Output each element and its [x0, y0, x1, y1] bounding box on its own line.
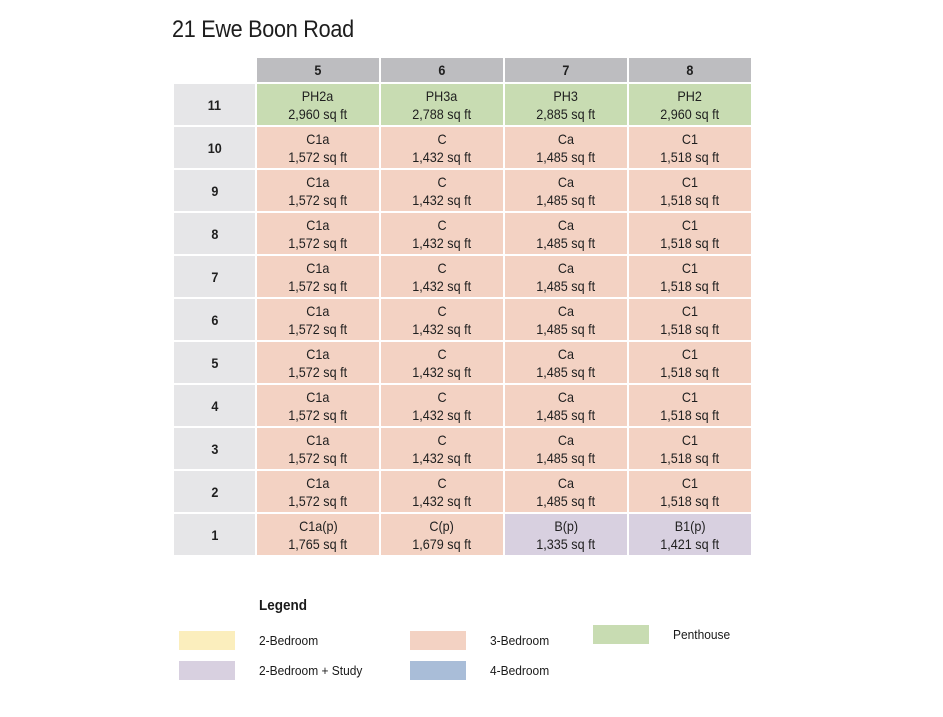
- unit-type: C1: [681, 173, 699, 190]
- unit-type: Ca: [557, 130, 575, 147]
- unit-type: PH2: [677, 87, 703, 104]
- legend-item-2-bedroom: [179, 631, 323, 650]
- unit-area: 1,572 sq ft: [288, 363, 348, 380]
- unit-area: 1,485 sq ft: [536, 492, 596, 509]
- unit-type: C(p): [429, 517, 455, 534]
- unit-type: C1a: [306, 302, 330, 319]
- floor-label: [174, 299, 255, 340]
- floor-number: 5: [210, 354, 219, 371]
- unit-type: C1a: [306, 474, 330, 491]
- unit-area: 1,518 sq ft: [660, 148, 720, 165]
- unit-cell: [257, 471, 379, 512]
- unit-cell: [257, 170, 379, 211]
- unit-cell: [505, 84, 627, 125]
- unit-area: 1,518 sq ft: [660, 320, 720, 337]
- unit-type: C1: [681, 259, 699, 276]
- unit-area: 2,788 sq ft: [412, 105, 472, 122]
- unit-type: PH3: [553, 87, 579, 104]
- unit-type: C: [437, 345, 447, 362]
- floor-label: [174, 170, 255, 211]
- floor-number: 10: [207, 139, 222, 156]
- unit-area: 1,572 sq ft: [288, 449, 348, 466]
- unit-area: 1,765 sq ft: [288, 535, 348, 552]
- unit-cell: [505, 299, 627, 340]
- unit-area: 1,679 sq ft: [412, 535, 472, 552]
- unit-type: C1: [681, 345, 699, 362]
- unit-type: C1: [681, 431, 699, 448]
- legend-label: 2-Bedroom + Study: [259, 663, 363, 678]
- legend-swatch-2-bedroom-study: [179, 661, 235, 680]
- unit-area: 1,421 sq ft: [660, 535, 720, 552]
- unit-area: 1,572 sq ft: [288, 148, 348, 165]
- unit-cell: [381, 385, 503, 426]
- unit-area: 1,432 sq ft: [412, 449, 472, 466]
- unit-area: 1,432 sq ft: [412, 148, 472, 165]
- unit-type: Ca: [557, 431, 575, 448]
- unit-type: C: [437, 302, 447, 319]
- column-header-label: 6: [438, 62, 446, 78]
- legend-label: 3-Bedroom: [490, 633, 550, 648]
- unit-cell: [505, 514, 627, 555]
- unit-cell: [505, 170, 627, 211]
- unit-cell: [257, 213, 379, 254]
- unit-type: Ca: [557, 474, 575, 491]
- unit-cell: [381, 342, 503, 383]
- unit-cell: [381, 471, 503, 512]
- floor-number: 4: [210, 397, 219, 414]
- floor-label: [174, 385, 255, 426]
- unit-area: 1,432 sq ft: [412, 406, 472, 423]
- unit-area: 1,518 sq ft: [660, 191, 720, 208]
- unit-area: 2,885 sq ft: [536, 105, 596, 122]
- unit-area: 1,518 sq ft: [660, 406, 720, 423]
- unit-area: 1,518 sq ft: [660, 234, 720, 251]
- unit-area: 1,432 sq ft: [412, 277, 472, 294]
- unit-cell: [381, 84, 503, 125]
- unit-type: C1a: [306, 130, 330, 147]
- unit-cell: [257, 256, 379, 297]
- unit-area: 1,518 sq ft: [660, 363, 720, 380]
- floor-label: [174, 428, 255, 469]
- unit-cell: [257, 84, 379, 125]
- floor-number: 9: [210, 182, 219, 199]
- floor-label: [174, 127, 255, 168]
- unit-table: [174, 58, 751, 555]
- column-header: [257, 58, 379, 82]
- unit-area: 1,518 sq ft: [660, 449, 720, 466]
- table-corner: [174, 58, 255, 82]
- floor-number: 6: [210, 311, 219, 328]
- unit-area: 1,572 sq ft: [288, 191, 348, 208]
- floor-label: [174, 213, 255, 254]
- unit-area: 1,572 sq ft: [288, 406, 348, 423]
- unit-cell: [629, 256, 751, 297]
- unit-cell: [381, 213, 503, 254]
- unit-type: B(p): [554, 517, 578, 534]
- unit-cell: [381, 127, 503, 168]
- unit-area: 1,485 sq ft: [536, 277, 596, 294]
- unit-type: C1: [681, 302, 699, 319]
- floor-number: 1: [210, 526, 219, 543]
- unit-cell: [505, 385, 627, 426]
- floor-label: [174, 514, 255, 555]
- legend-swatch-4-bedroom: [410, 661, 466, 680]
- unit-cell: [629, 514, 751, 555]
- floor-number: 2: [210, 483, 219, 500]
- floor-label: [174, 471, 255, 512]
- unit-type: C1: [681, 130, 699, 147]
- floor-number: 11: [207, 96, 222, 113]
- floor-number: 3: [210, 440, 219, 457]
- unit-type: C1a: [306, 259, 330, 276]
- unit-cell: [257, 385, 379, 426]
- unit-area: 2,960 sq ft: [660, 105, 720, 122]
- legend-item-3-bedroom: [410, 631, 554, 650]
- unit-area: 1,432 sq ft: [412, 363, 472, 380]
- unit-area: 1,485 sq ft: [536, 191, 596, 208]
- legend-item-2-bedroom-study: [179, 661, 371, 680]
- unit-type: Ca: [557, 173, 575, 190]
- legend-label: 2-Bedroom: [259, 633, 319, 648]
- floor-label: [174, 256, 255, 297]
- unit-type: C: [437, 388, 447, 405]
- unit-type: Ca: [557, 388, 575, 405]
- unit-type: C: [437, 130, 447, 147]
- unit-cell: [505, 127, 627, 168]
- floor-label: [174, 84, 255, 125]
- unit-cell: [505, 342, 627, 383]
- unit-area: 1,432 sq ft: [412, 492, 472, 509]
- unit-type: PH2a: [302, 87, 334, 104]
- unit-cell: [629, 471, 751, 512]
- unit-area: 1,485 sq ft: [536, 234, 596, 251]
- unit-area: 1,518 sq ft: [660, 492, 720, 509]
- unit-area: 1,518 sq ft: [660, 277, 720, 294]
- legend-swatch-3-bedroom: [410, 631, 466, 650]
- unit-area: 2,960 sq ft: [288, 105, 348, 122]
- unit-type: C: [437, 216, 447, 233]
- legend-swatch-2-bedroom: [179, 631, 235, 650]
- unit-cell: [381, 299, 503, 340]
- unit-type: Ca: [557, 216, 575, 233]
- unit-cell: [257, 299, 379, 340]
- unit-type: C1a: [306, 431, 330, 448]
- unit-type: C1a: [306, 388, 330, 405]
- page-title: 21 Ewe Boon Road: [172, 16, 354, 43]
- unit-cell: [257, 127, 379, 168]
- unit-type: C1a: [306, 345, 330, 362]
- unit-type: PH3a: [426, 87, 458, 104]
- unit-cell: [629, 299, 751, 340]
- unit-cell: [381, 256, 503, 297]
- unit-area: 1,572 sq ft: [288, 320, 348, 337]
- legend-title: Legend: [259, 597, 308, 614]
- column-header-label: 5: [314, 62, 322, 78]
- unit-area: 1,485 sq ft: [536, 449, 596, 466]
- unit-type: C1a: [306, 216, 330, 233]
- unit-area: 1,432 sq ft: [412, 191, 472, 208]
- unit-cell: [629, 170, 751, 211]
- unit-type: Ca: [557, 259, 575, 276]
- unit-cell: [257, 514, 379, 555]
- unit-cell: [629, 213, 751, 254]
- unit-type: C1a(p): [298, 517, 338, 534]
- unit-area: 1,432 sq ft: [412, 234, 472, 251]
- unit-type: C1a: [306, 173, 330, 190]
- floor-label: [174, 342, 255, 383]
- column-header: [629, 58, 751, 82]
- unit-cell: [629, 385, 751, 426]
- legend-label: Penthouse: [673, 627, 731, 642]
- unit-area: 1,335 sq ft: [536, 535, 596, 552]
- unit-cell: [257, 428, 379, 469]
- unit-area: 1,485 sq ft: [536, 406, 596, 423]
- unit-cell: [257, 342, 379, 383]
- unit-type: C1: [681, 474, 699, 491]
- floor-number: 7: [210, 268, 219, 285]
- unit-type: B1(p): [674, 517, 706, 534]
- unit-type: C: [437, 474, 447, 491]
- unit-area: 1,572 sq ft: [288, 277, 348, 294]
- unit-cell: [629, 428, 751, 469]
- unit-cell: [505, 428, 627, 469]
- column-header: [505, 58, 627, 82]
- unit-cell: [629, 342, 751, 383]
- unit-cell: [381, 428, 503, 469]
- unit-type: C: [437, 431, 447, 448]
- unit-cell: [381, 170, 503, 211]
- floor-number: 8: [210, 225, 219, 242]
- legend-label: 4-Bedroom: [490, 663, 550, 678]
- unit-cell: [629, 84, 751, 125]
- unit-type: Ca: [557, 345, 575, 362]
- unit-type: C1: [681, 388, 699, 405]
- column-header: [381, 58, 503, 82]
- column-header-label: 8: [686, 62, 694, 78]
- legend-item-4-bedroom: [410, 661, 554, 680]
- unit-cell: [629, 127, 751, 168]
- unit-area: 1,485 sq ft: [536, 320, 596, 337]
- unit-area: 1,432 sq ft: [412, 320, 472, 337]
- unit-cell: [505, 213, 627, 254]
- unit-type: C: [437, 259, 447, 276]
- unit-type: C: [437, 173, 447, 190]
- unit-area: 1,572 sq ft: [288, 234, 348, 251]
- column-header-label: 7: [562, 62, 570, 78]
- legend-item-penthouse: [593, 625, 735, 644]
- unit-cell: [381, 514, 503, 555]
- unit-type: Ca: [557, 302, 575, 319]
- unit-area: 1,572 sq ft: [288, 492, 348, 509]
- unit-area: 1,485 sq ft: [536, 148, 596, 165]
- legend-swatch-penthouse: [593, 625, 649, 644]
- unit-type: C1: [681, 216, 699, 233]
- unit-area: 1,485 sq ft: [536, 363, 596, 380]
- unit-cell: [505, 256, 627, 297]
- unit-cell: [505, 471, 627, 512]
